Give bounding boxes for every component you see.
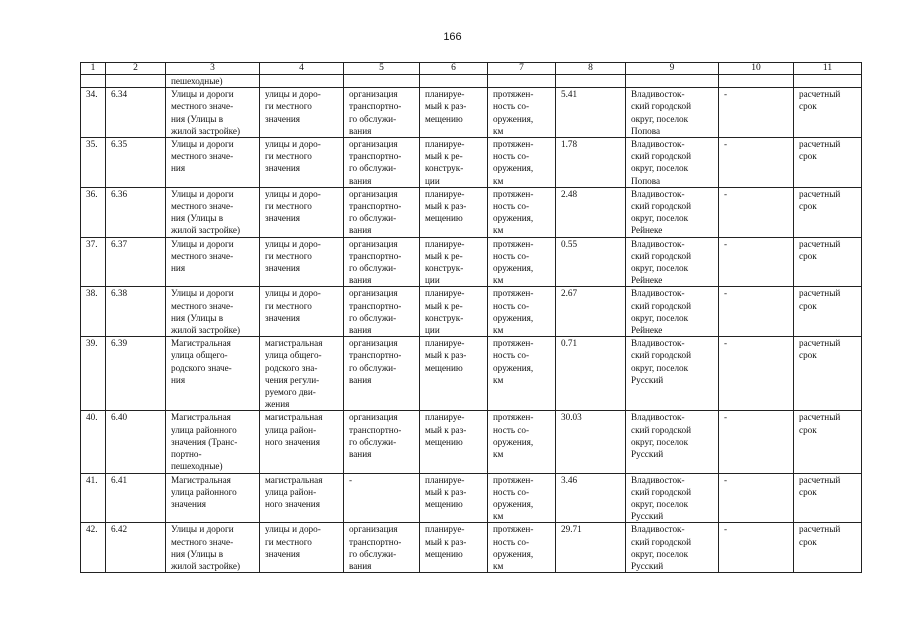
column-header: 3 bbox=[166, 63, 260, 75]
table-cell: организация транспортно- го обслужи- вания bbox=[344, 88, 420, 138]
table-cell: улицы и доро- ги местного значения bbox=[260, 187, 344, 237]
column-header: 8 bbox=[556, 63, 626, 75]
table-cell: 2.67 bbox=[556, 287, 626, 337]
table-cell: организация транспортно- го обслужи- вания bbox=[344, 411, 420, 473]
table-cell: протяжен- ность со- оружения, км bbox=[488, 138, 556, 188]
table-cell: Улицы и дороги местного значе- ния bbox=[166, 237, 260, 287]
table-cell: - bbox=[719, 138, 794, 188]
table-cell bbox=[719, 75, 794, 88]
table-cell: Магистральная улица районного значения bbox=[166, 473, 260, 523]
table-cell: магистральная улица район- ного значения bbox=[260, 473, 344, 523]
column-header: 2 bbox=[106, 63, 166, 75]
table-cell: организация транспортно- го обслужи- вания bbox=[344, 138, 420, 188]
table-cell: протяжен- ность со- оружения, км bbox=[488, 88, 556, 138]
table-row bbox=[81, 473, 862, 523]
table-cell: Владивосток- ский городской округ, поселок Рейнеке bbox=[626, 237, 719, 287]
column-header: 10 bbox=[719, 63, 794, 75]
column-header: 9 bbox=[626, 63, 719, 75]
table-cell: Владивосток- ский городской округ, поселок Русский bbox=[626, 337, 719, 411]
table-cell: 6.39 bbox=[106, 337, 166, 411]
page-number: 166 bbox=[443, 31, 462, 43]
table-cell: 42. bbox=[81, 523, 106, 573]
table-cell: 6.35 bbox=[106, 138, 166, 188]
table-row bbox=[81, 523, 862, 573]
table-cell: протяжен- ность со- оружения, км bbox=[488, 473, 556, 523]
table-cell: улицы и доро- ги местного значения bbox=[260, 237, 344, 287]
column-header: 6 bbox=[420, 63, 488, 75]
table-cell bbox=[344, 75, 420, 88]
table-cell: 6.40 bbox=[106, 411, 166, 473]
table-cell: 5.41 bbox=[556, 88, 626, 138]
table-cell: 6.37 bbox=[106, 237, 166, 287]
table-cell: - bbox=[719, 473, 794, 523]
table-cell: планируе- мый к раз- мещению bbox=[420, 88, 488, 138]
table-cell: магистральная улица район- ного значения bbox=[260, 411, 344, 473]
table-cell: Владивосток- ский городской округ, поселок Рейнеке bbox=[626, 187, 719, 237]
table-cell: пешеходные) bbox=[166, 75, 260, 88]
table-cell: Владивосток- ский городской округ, поселок Попова bbox=[626, 138, 719, 188]
table-cell bbox=[626, 75, 719, 88]
table-cell: магистральная улица общего- родского зна- чения регули- руемого дви- жения bbox=[260, 337, 344, 411]
header-row bbox=[81, 63, 862, 75]
table-cell: 6.36 bbox=[106, 187, 166, 237]
table-cell: протяжен- ность со- оружения, км bbox=[488, 337, 556, 411]
table-cell: 3.46 bbox=[556, 473, 626, 523]
table-row bbox=[81, 337, 862, 411]
table-cell: Магистральная улица районного значения (Транс- портно- пешеходные) bbox=[166, 411, 260, 473]
table-cell: планируе- мый к раз- мещению bbox=[420, 523, 488, 573]
table-cell: планируе- мый к раз- мещению bbox=[420, 411, 488, 473]
table-cell bbox=[420, 75, 488, 88]
table-cell: улицы и доро- ги местного значения bbox=[260, 523, 344, 573]
table-cell: 0.55 bbox=[556, 237, 626, 287]
table-cell: - bbox=[344, 473, 420, 523]
table-cell: расчетный срок bbox=[794, 337, 862, 411]
table-cell: Магистральная улица общего- родского значе- ния bbox=[166, 337, 260, 411]
table-cell: улицы и доро- ги местного значения bbox=[260, 88, 344, 138]
table-cell: протяжен- ность со- оружения, км bbox=[488, 523, 556, 573]
table-row bbox=[81, 237, 862, 287]
table-cell: Владивосток- ский городской округ, поселок Русский bbox=[626, 411, 719, 473]
table-cell: расчетный срок bbox=[794, 138, 862, 188]
table-cell: расчетный срок bbox=[794, 88, 862, 138]
column-header: 11 bbox=[794, 63, 862, 75]
table-cell: расчетный срок bbox=[794, 523, 862, 573]
table-cell: организация транспортно- го обслужи- вания bbox=[344, 187, 420, 237]
column-header: 7 bbox=[488, 63, 556, 75]
table-cell: 35. bbox=[81, 138, 106, 188]
table-row bbox=[81, 287, 862, 337]
table-cell bbox=[794, 75, 862, 88]
table-cell: Улицы и дороги местного значе- ния (Улицы в жилой застройке) bbox=[166, 88, 260, 138]
table-cell: - bbox=[719, 237, 794, 287]
table-cell: протяжен- ность со- оружения, км bbox=[488, 187, 556, 237]
table-row bbox=[81, 187, 862, 237]
table-cell: 29.71 bbox=[556, 523, 626, 573]
table-cell: организация транспортно- го обслужи- вания bbox=[344, 337, 420, 411]
table-cell: 34. bbox=[81, 88, 106, 138]
table-cell: протяжен- ность со- оружения, км bbox=[488, 287, 556, 337]
table-cell: - bbox=[719, 337, 794, 411]
table-cell: организация транспортно- го обслужи- вания bbox=[344, 237, 420, 287]
table-cell: 37. bbox=[81, 237, 106, 287]
table-cell: улицы и доро- ги местного значения bbox=[260, 138, 344, 188]
table-cell: Владивосток- ский городской округ, поселок Русский bbox=[626, 523, 719, 573]
table-cell: - bbox=[719, 523, 794, 573]
table-cell: Владивосток- ский городской округ, поселок Рейнеке bbox=[626, 287, 719, 337]
table-cell: 6.42 bbox=[106, 523, 166, 573]
table-cell bbox=[260, 75, 344, 88]
table-cell: Улицы и дороги местного значе- ния (Улицы в жилой застройке) bbox=[166, 287, 260, 337]
table-row bbox=[81, 88, 862, 138]
table-cell: Улицы и дороги местного значе- ния bbox=[166, 138, 260, 188]
table-cell: протяжен- ность со- оружения, км bbox=[488, 237, 556, 287]
table-cell bbox=[488, 75, 556, 88]
table-cell bbox=[81, 75, 106, 88]
table-cell: 36. bbox=[81, 187, 106, 237]
table-cell: расчетный срок bbox=[794, 411, 862, 473]
table-cell: планируе- мый к ре- конструк- ции bbox=[420, 237, 488, 287]
table-cell bbox=[556, 75, 626, 88]
column-header: 1 bbox=[81, 63, 106, 75]
table-cell: расчетный срок bbox=[794, 237, 862, 287]
column-header: 5 bbox=[344, 63, 420, 75]
table-cell: Улицы и дороги местного значе- ния (Улицы в жилой застройке) bbox=[166, 187, 260, 237]
table-cell: планируе- мый к ре- конструк- ции bbox=[420, 287, 488, 337]
table-cell: 6.34 bbox=[106, 88, 166, 138]
table-cell: расчетный срок bbox=[794, 473, 862, 523]
table-cell: Владивосток- ский городской округ, поселок Русский bbox=[626, 473, 719, 523]
table-cell: улицы и доро- ги местного значения bbox=[260, 287, 344, 337]
table-cell: 2.48 bbox=[556, 187, 626, 237]
table-cell: 30.03 bbox=[556, 411, 626, 473]
table-cell: 6.38 bbox=[106, 287, 166, 337]
table-cell: Улицы и дороги местного значе- ния (Улицы в жилой застройке) bbox=[166, 523, 260, 573]
table-cell: 39. bbox=[81, 337, 106, 411]
table-cell: - bbox=[719, 187, 794, 237]
table-cell: 0.71 bbox=[556, 337, 626, 411]
table-cell: планируе- мый к раз- мещению bbox=[420, 337, 488, 411]
table-cell: 6.41 bbox=[106, 473, 166, 523]
table-cell: - bbox=[719, 88, 794, 138]
continuation-row bbox=[81, 75, 862, 88]
table-row bbox=[81, 138, 862, 188]
table-cell: планируе- мый к ре- конструк- ции bbox=[420, 138, 488, 188]
table-cell: 1.78 bbox=[556, 138, 626, 188]
table-cell: протяжен- ность со- оружения, км bbox=[488, 411, 556, 473]
table-cell: планируе- мый к раз- мещению bbox=[420, 187, 488, 237]
table-cell: - bbox=[719, 287, 794, 337]
table-cell: расчетный срок bbox=[794, 287, 862, 337]
table-cell: - bbox=[719, 411, 794, 473]
data-table bbox=[80, 62, 862, 573]
table-row bbox=[81, 411, 862, 473]
table-cell: планируе- мый к раз- мещению bbox=[420, 473, 488, 523]
table-cell bbox=[106, 75, 166, 88]
column-header: 4 bbox=[260, 63, 344, 75]
table-cell: организация транспортно- го обслужи- вания bbox=[344, 523, 420, 573]
table-cell: 41. bbox=[81, 473, 106, 523]
table-cell: 40. bbox=[81, 411, 106, 473]
table-cell: организация транспортно- го обслужи- вания bbox=[344, 287, 420, 337]
table-cell: Владивосток- ский городской округ, поселок Попова bbox=[626, 88, 719, 138]
table-cell: 38. bbox=[81, 287, 106, 337]
table-cell: расчетный срок bbox=[794, 187, 862, 237]
